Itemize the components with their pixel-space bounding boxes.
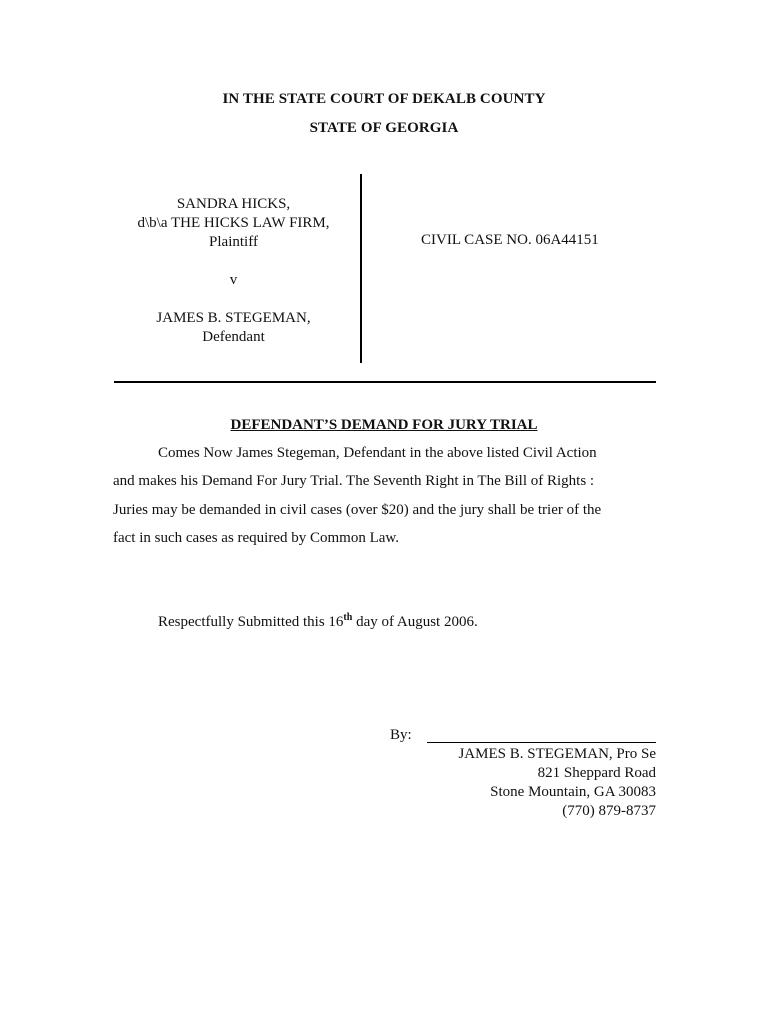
document-title: DEFENDANT’S DEMAND FOR JURY TRIAL xyxy=(230,417,538,433)
caption-spacer xyxy=(115,252,352,271)
plaintiff-name: SANDRA HICKS, xyxy=(176,196,291,212)
defendant-name: JAMES B. STEGEMAN, xyxy=(156,310,311,326)
case-caption-parties xyxy=(115,195,352,347)
signature-block xyxy=(458,745,656,821)
caption-spacer xyxy=(115,290,352,309)
court-name: IN THE STATE COURT OF DEKALB COUNTY xyxy=(222,91,546,107)
body-line-1: Comes Now James Stegeman, Defendant in the above listed Civil Action xyxy=(158,445,597,461)
submission-suffix: day of August 2006. xyxy=(352,614,478,630)
signer-name: JAMES B. STEGEMAN, Pro Se xyxy=(458,746,656,762)
signature-by-label: By: xyxy=(390,727,412,743)
case-number: CIVIL CASE NO. 06A44151 xyxy=(421,232,599,248)
court-state: STATE OF GEORGIA xyxy=(309,120,459,136)
ordinal-suffix: th xyxy=(343,612,353,623)
caption-horizontal-divider xyxy=(114,381,656,383)
signer-city: Stone Mountain, GA 30083 xyxy=(490,784,656,800)
defendant-role: Defendant xyxy=(202,329,265,345)
signature-line xyxy=(427,742,656,743)
submission-statement xyxy=(158,614,478,631)
submission-prefix: Respectfully Submitted this 16 xyxy=(158,614,344,630)
signer-street: 821 Sheppard Road xyxy=(537,765,656,781)
plaintiff-dba: d\b\a THE HICKS LAW FIRM, xyxy=(137,215,330,231)
versus-label: v xyxy=(229,272,238,288)
plaintiff-role: Plaintiff xyxy=(209,234,258,250)
body-line-2: and makes his Demand For Jury Trial. The Seventh Right in The Bill of Rights : xyxy=(113,473,595,489)
body-line-3: Juries may be demanded in civil cases (over $20) and the jury shall be trier of the xyxy=(113,502,602,518)
caption-vertical-divider xyxy=(360,174,362,363)
signer-phone: (770) 879-8737 xyxy=(562,803,656,819)
body-line-4: fact in such cases as required by Common Law. xyxy=(113,530,400,546)
